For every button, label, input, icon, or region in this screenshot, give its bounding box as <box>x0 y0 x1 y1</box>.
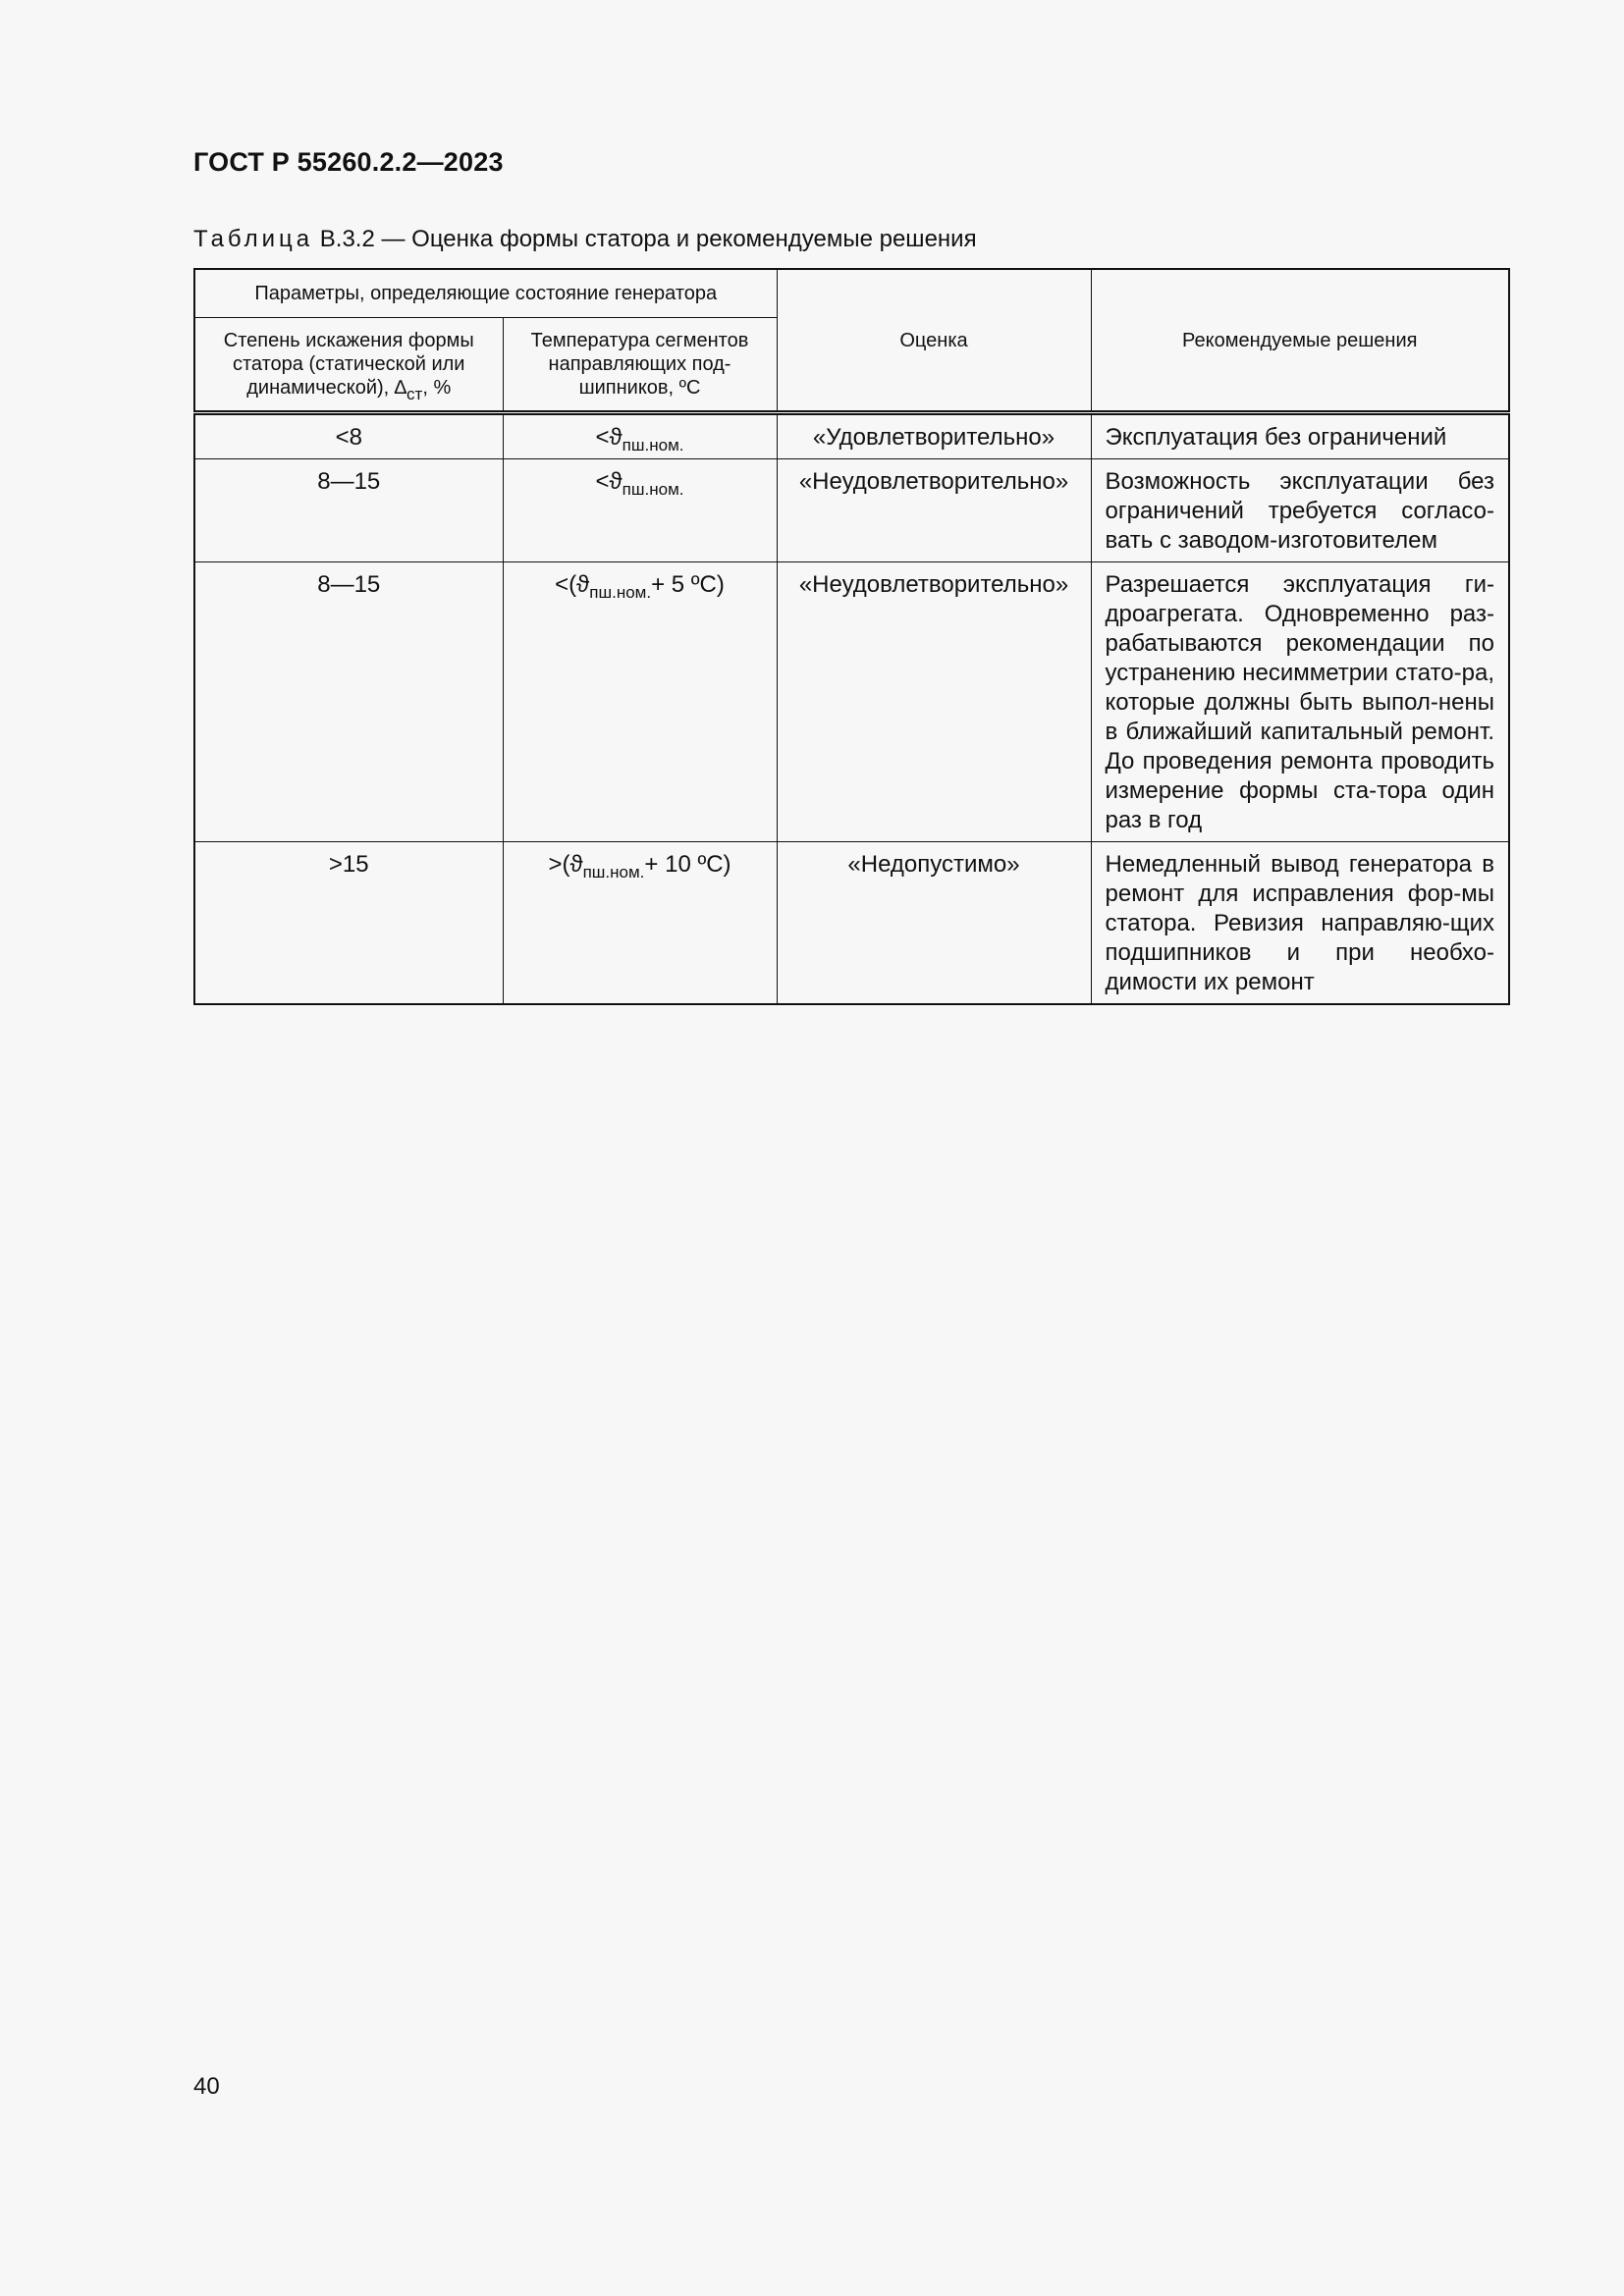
table-row <box>194 413 1509 459</box>
cell-solution: Возможность эксплуатации без ограничений требуется согласо-вать с заводом-изготовителем <box>1091 459 1509 562</box>
table-caption <box>193 226 977 253</box>
table-row <box>194 459 1509 562</box>
temperature-prefix: <ϑ <box>595 424 623 451</box>
table-caption-word: Таблица <box>193 226 314 252</box>
temperature-sub: пш.ном. <box>622 436 684 454</box>
col-header-assessment: Оценка <box>777 269 1091 413</box>
cell-assessment: «Неудовлетворительно» <box>777 459 1091 562</box>
cell-assessment: «Удовлетворительно» <box>777 413 1091 459</box>
temperature-prefix: <(ϑ <box>555 571 590 598</box>
temperature-suffix: + 10 ºС) <box>644 851 731 878</box>
table-header-row <box>194 269 1509 318</box>
cell-distortion: 8—15 <box>194 459 503 562</box>
cell-assessment: «Недопустимо» <box>777 842 1091 1005</box>
group-header: Параметры, определяющие состояние генератора <box>194 269 777 318</box>
col-header-distortion <box>194 318 503 413</box>
col-header-distortion-sub: ст <box>406 385 423 403</box>
table-row <box>194 562 1509 842</box>
cell-distortion: >15 <box>194 842 503 1005</box>
table-row <box>194 842 1509 1005</box>
document-code: ГОСТ Р 55260.2.2—2023 <box>193 147 504 177</box>
col-header-distortion-text: Степень искажения формы статора (статической или динамической), ∆ <box>223 330 474 399</box>
table-caption-title: В.3.2 — Оценка формы статора и рекомендуемые решения <box>313 226 977 252</box>
cell-solution: Немедленный вывод генератора в ремонт для исправления фор-мы статора. Ревизия направляю-щих подшипников и при необхо-димости их ремонт <box>1091 842 1509 1005</box>
cell-temperature <box>503 842 777 1005</box>
cell-temperature <box>503 413 777 459</box>
cell-assessment: «Неудовлетворительно» <box>777 562 1091 842</box>
col-header-solutions: Рекомендуемые решения <box>1091 269 1509 413</box>
temperature-prefix: >(ϑ <box>548 851 583 878</box>
cell-solution: Эксплуатация без ограничений <box>1091 413 1509 459</box>
temperature-sub: пш.ном. <box>589 583 652 602</box>
page-number: 40 <box>193 2073 220 2100</box>
col-header-distortion-unit: , % <box>422 377 452 399</box>
temperature-sub: пш.ном. <box>622 480 684 499</box>
temperature-sub: пш.ном. <box>582 863 645 881</box>
temperature-suffix: + 5 ºС) <box>651 571 725 598</box>
cell-temperature <box>503 459 777 562</box>
cell-solution: Разрешается эксплуатация ги-дроагрегата. Одновременно раз-рабатываются рекомендации по устранению несимметрии стато-ра, которые должны быть выпол-нены в ближайший капитальный ремонт. До проведения ремонта проводить измерение формы ста-тора один раз в год <box>1091 562 1509 842</box>
stator-assessment-table <box>193 268 1510 1005</box>
cell-temperature <box>503 562 777 842</box>
col-header-temperature: Температура сегментов направляющих под-шипников, ºС <box>503 318 777 413</box>
cell-distortion: 8—15 <box>194 562 503 842</box>
cell-distortion: <8 <box>194 413 503 459</box>
temperature-prefix: <ϑ <box>595 468 623 495</box>
